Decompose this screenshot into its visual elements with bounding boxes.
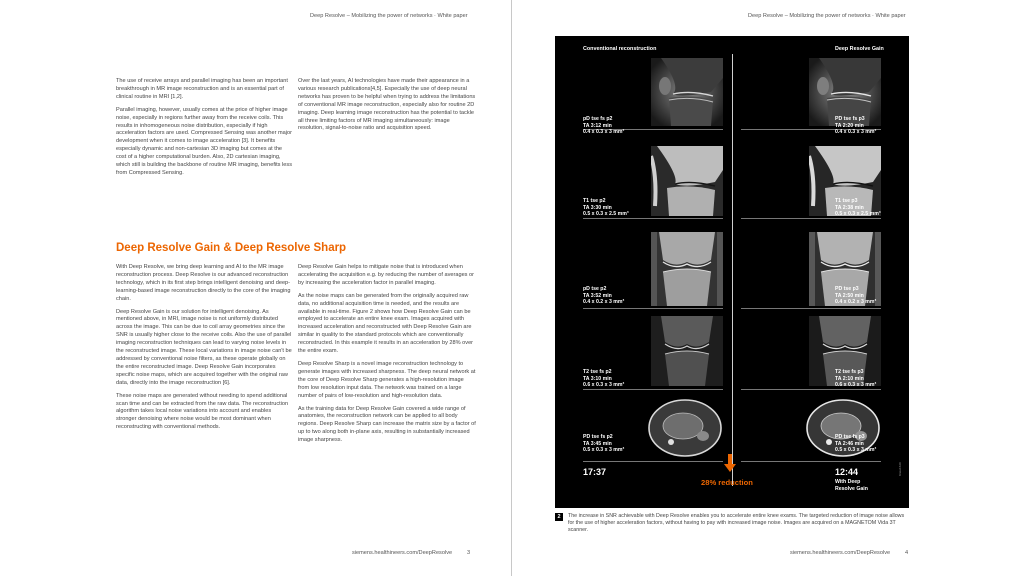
right-footer-url: siemens.healthineers.com/DeepResolve <box>790 550 891 556</box>
figure-left-title: Conventional reconstruction <box>583 46 657 52</box>
sequence-label-conventional: PD tse fs p2 TA 3:45 min 0.5 x 0.3 x 3 mm³ <box>583 434 625 454</box>
body-column-right <box>298 264 476 450</box>
mri-knee-axial-pd-fs-conventional <box>645 396 725 460</box>
total-time-conventional: 17:37 <box>583 467 607 477</box>
sequence-label-deep-resolve: PD tse fs p3 TA 2:46 min 0.5 x 0.3 x 3 mm³ <box>835 434 877 454</box>
intro-column-left <box>116 78 292 183</box>
row-separator <box>741 461 881 462</box>
row-separator <box>583 218 723 219</box>
sequence-label-conventional: T1 tse p2 TA 3:30 min 0.5 x 0.3 x 2.5 mm³ <box>583 198 629 218</box>
mri-knee-sagittal-t1-conventional <box>651 146 723 216</box>
paragraph: Deep Resolve Gain is our solution for intelligent denoising. As mentioned above, in MRI, image noise is not uniformly distributed across the image. This can be due to coil array geometries since the SNR is usually higher close to the receive coils. Also the use of parallel imaging reconstruction techniques can lead to varying noise levels in the reconstructed image. These local variations in image noise can't be addressed by conventional noise filters, as these operate globally on the entire reconstructed image. Deep Resolve Gain incorporates specific noise maps, which are acquired together with the original raw data, directly into the image reconstruction [6]. <box>116 308 292 386</box>
paragraph: These noise maps are generated without needing to spend additional scan time and can be extracted from the raw data. The reconstruction algorithm takes local noise variations into account and enables stronger denoising where noise would be most dominant when reconstructing with conventional methods. <box>116 392 289 431</box>
total-time-deep-resolve: 12:44 <box>835 467 859 477</box>
figure-id: Knee1620 <box>898 462 902 476</box>
figure-right-title: Deep Resolve Gain <box>835 46 884 52</box>
figure-center-divider <box>732 54 733 486</box>
paragraph: The use of receive arrays and parallel imaging has been an important breakthrough in MR image reconstruction and is an essential part of clinical routine in MRI [1,2]. <box>116 78 288 100</box>
paragraph: Deep Resolve Sharp is a novel image reconstruction technology to generate images with increased sharpness. The deep neural network at the core of Deep Resolve Sharp generates a high-resolution image from low resolution input data. The network was trained on a large number of pairs of low-resolution and high-resolution data. <box>298 360 476 399</box>
right-page-number: 4 <box>905 550 909 556</box>
mri-knee-coronal-pd-conventional <box>651 232 723 306</box>
paragraph: Parallel imaging, however, usually comes at the price of higher image noise, especially in regions further away from the receive coils. This results in inhomogeneous noise distribution, especially if high acceleration factors are used. Compressed Sensing was another major development when it comes to image acceleration [3]. It benefits especially dynamic and non-cartesian 3D imaging but comes at the cost of a higher computational burden. Also, 2D cartesian imaging, which still is building the backbone of routine MR imaging, benefits less from Compressed Sensing. <box>116 106 292 176</box>
sequence-label-conventional: pD tse p2 TA 3:52 min 0.4 x 0.2 x 3 mm³ <box>583 286 625 306</box>
left-footer-url: siemens.healthineers.com/DeepResolve <box>352 550 453 556</box>
total-time-note: With Deep Resolve Gain <box>835 479 868 492</box>
section-heading: Deep Resolve Gain & Deep Resolve Sharp <box>116 242 347 254</box>
paragraph: With Deep Resolve, we bring deep learning and AI to the MR image reconstruction process. Deep Resolve is our advanced reconstruction technology, which in its first step brings intelligent denoising and deep-learning-based image reconstruction directly to the core of the imaging chain. <box>116 264 291 302</box>
figure-caption: The increase in SNR achievable with Deep Resolve enables you to accelerate entire knee exams. The targeted reduction of image noise allows for the use of higher acceleration factors, without having to pay with increased image noise. Images are acquired on a MAGNETOM Vida 3T scanner. <box>568 513 905 533</box>
mri-knee-sagittal-pd-fs-conventional <box>651 58 723 126</box>
row-separator <box>583 308 723 309</box>
sequence-label-conventional: T2 tse fs p2 TA 3:10 min 0.6 x 0.3 x 3 mm³ <box>583 369 625 389</box>
paragraph: Over the last years, AI technologies have made their appearance in a various research publications[4,5]. Especially the use of deep neural networks has proven to be helpful when trying to address the limitations of conventional MR image reconstruction, especially also for routine 2D imaging. Deep learning image reconstruction has the potential to tackle all three limiting factors of MR imaging simultaneously: image resolution, signal-to-noise ratio and acquisition speed. <box>298 78 476 132</box>
mri-knee-coronal-t2-fs-conventional <box>651 316 723 386</box>
body-column-left <box>116 264 292 437</box>
left-page-header: Deep Resolve – Mobilizing the power of networks · White paper <box>310 13 468 19</box>
down-arrow-icon <box>723 454 737 472</box>
sequence-label-deep-resolve: T1 tse p3 TA 2:38 min 0.5 x 0.3 x 2.5 mm³ <box>835 198 881 218</box>
page-spine <box>511 0 512 576</box>
figure-number-badge: 2 <box>555 513 563 521</box>
paragraph: Deep Resolve Gain helps to mitigate noise that is introduced when accelerating the acquisition e.g. by reducing the number of averages or by increasing the acceleration factor in parallel imaging. <box>298 264 474 286</box>
sequence-label-conventional: pD tse fs p2 TA 3:12 min 0.4 x 0.3 x 3 mm³ <box>583 116 625 136</box>
row-separator <box>583 389 723 390</box>
paragraph: As the noise maps can be generated from the originally acquired raw data, no additional acquisition time is needed, and the results are available in real-time. Figure 2 shows how Deep Resolve Gain can be employed to accelerate an entire knee exam. Images acquired with increased acceleration and reconstructed with Deep Resolve Gain are similar in quality to the standard protocols which are conventionally reconstructed. In this example it results in an acceleration by 28% over the entire exam. <box>298 292 474 355</box>
right-page-header: Deep Resolve – Mobilizing the power of networks · White paper <box>748 13 906 19</box>
row-separator <box>741 389 881 390</box>
sequence-label-deep-resolve: PD tse fs p3 TA 2:20 min 0.4 x 0.3 x 3 mm³ <box>835 116 877 136</box>
row-separator <box>583 461 723 462</box>
sequence-label-deep-resolve: T2 tse fs p3 TA 2:10 min 0.6 x 0.3 x 3 mm³ <box>835 369 877 389</box>
reduction-label: 28% reduction <box>701 478 753 487</box>
row-separator <box>741 218 881 219</box>
left-page-number: 3 <box>467 550 471 556</box>
sequence-label-deep-resolve: PD tse p3 TA 2:50 min 0.4 x 0.2 x 3 mm³ <box>835 286 877 306</box>
intro-column-right <box>298 78 476 138</box>
row-separator <box>741 308 881 309</box>
knee-comparison-figure <box>555 36 909 508</box>
paragraph: As the training data for Deep Resolve Gain covered a wide range of anatomies, the reconstruction network can be applied to all body regions. Deep Resolve Sharp can increase the matrix size by a factor of up to two along both in-plane axis, resulting in substantially increased image sharpness. <box>298 405 476 444</box>
